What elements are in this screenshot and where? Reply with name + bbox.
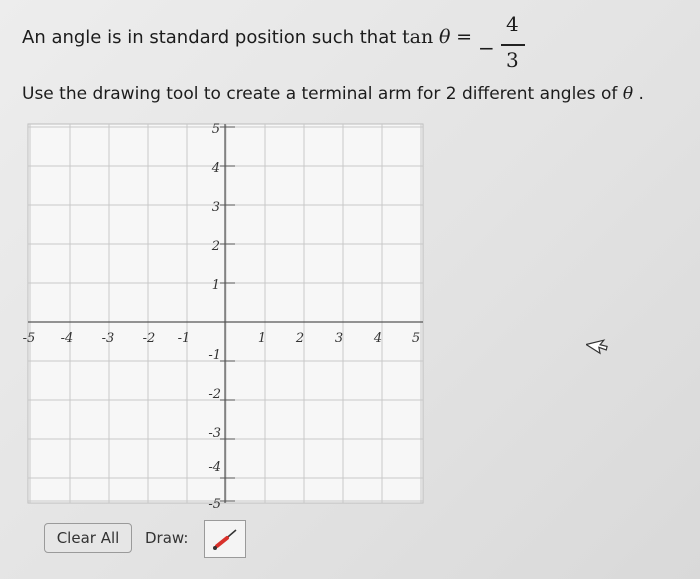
x-tick-label: -5: [22, 331, 36, 346]
question-text: An angle is in standard position such that: [22, 27, 397, 48]
y-tick-label: 1: [211, 278, 220, 293]
draw-label: Draw:: [145, 529, 189, 547]
x-tick-label: -1: [177, 331, 191, 346]
instruction-text: Use the drawing tool to create a terminal arm for 2 different angles of: [22, 84, 618, 104]
x-tick-label: -4: [60, 331, 74, 346]
x-tick-label: 5: [411, 331, 421, 346]
x-tick-label: 1: [257, 331, 267, 346]
line-tool-icon: [205, 521, 245, 557]
theta-symbol: θ: [438, 26, 451, 48]
x-tick-label: 2: [295, 331, 305, 346]
clear-all-label: Clear All: [56, 529, 120, 547]
theta-symbol-2: θ: [622, 84, 634, 104]
y-tick-label: -4: [208, 460, 221, 475]
instruction-period: .: [638, 84, 644, 104]
line-draw-tool-button[interactable]: [204, 520, 246, 558]
x-tick-label: -3: [101, 331, 115, 346]
denominator: 3: [506, 48, 519, 72]
equals-sign: =: [456, 26, 473, 48]
clear-all-button[interactable]: [44, 523, 132, 553]
y-tick-label: -2: [208, 387, 221, 402]
y-tick-label: 2: [211, 239, 220, 254]
minus-sign: −: [478, 36, 495, 60]
y-tick-label: -3: [208, 426, 221, 441]
y-tick-label: 5: [211, 122, 220, 137]
x-tick-label: 3: [334, 331, 344, 346]
x-tick-label: 4: [373, 331, 383, 346]
mouse-pointer-icon: [586, 337, 608, 359]
y-tick-label: 3: [211, 200, 220, 215]
x-tick-label: -2: [142, 331, 156, 346]
y-tick-label: -5: [208, 497, 221, 512]
y-tick-label: -1: [208, 348, 221, 363]
tan-function: tan: [402, 26, 434, 48]
y-tick-label: 4: [211, 161, 220, 176]
numerator: 4: [506, 12, 519, 36]
